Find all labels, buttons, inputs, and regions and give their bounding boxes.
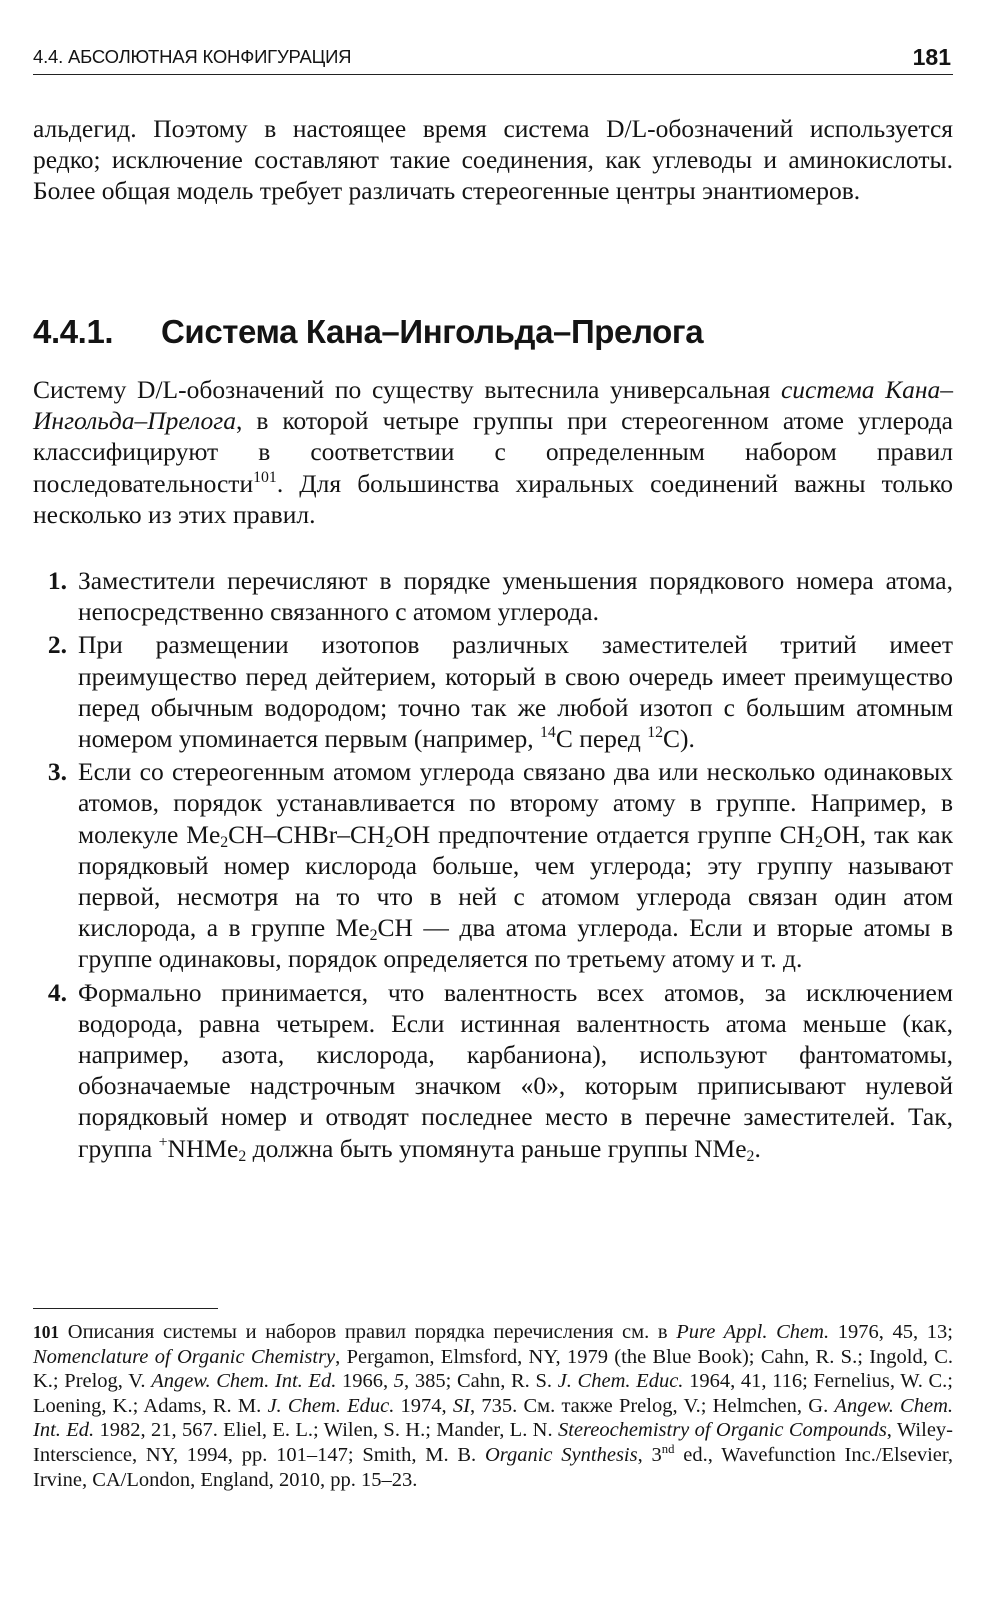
rule-number: 3. xyxy=(47,757,67,787)
footnote xyxy=(33,1320,953,1492)
subscript: 2 xyxy=(220,833,229,851)
footnote-mark: 101 xyxy=(33,1322,60,1342)
section-number: 4.4.1. xyxy=(33,313,114,350)
footnote-reference[interactable]: 101 xyxy=(253,468,277,486)
footnote-text: Описания системы и наборов правил порядка перечисления см. в xyxy=(59,1321,677,1343)
rule-text: CH–CHBr–CH xyxy=(228,819,386,849)
section-intro-text: . Для большинства хиральных соединений важны только несколько из этих правил. xyxy=(33,468,953,529)
rule-item xyxy=(33,977,953,1164)
section-intro-text: Систему D/L-обозначений по существу вытеснила универсальная xyxy=(33,375,781,404)
rule-number: 4. xyxy=(47,977,67,1007)
rule-text: При размещении изотопов различных заместителей тритий имеет преимущество перед дейтерием, который в свою очередь имеет преимущество перед обычным водородом; точно так же любой изотоп с большим атомным номером упоминается первым (например, xyxy=(78,630,953,754)
footnote-italic: Organic Synthesis xyxy=(484,1443,638,1466)
footnote-text: , 735. См. также Prelog, V.; Helmchen, G. xyxy=(470,1394,835,1417)
intro-paragraph: альдегид. Поэтому в настоящее время система D/L-обозначений используется редко; исключение составляют такие соединения, как углеводы и аминокислоты. Более общая модель требует различать стереогенные центры энантиомеров. xyxy=(33,114,953,206)
mass-number: 14 xyxy=(540,724,556,742)
footnote-divider xyxy=(33,1308,218,1309)
footnote-text: ed., Wavefunction Inc./Elsevier, Irvine, CA/London, England, 2010, pp. 15–23. xyxy=(33,1443,953,1491)
section-heading xyxy=(33,313,953,351)
rule-text: . xyxy=(754,1133,761,1163)
rule-item xyxy=(33,756,953,974)
rule-text: CH — два атома углерода. Если и вторые атомы в группе одинаковы, порядок определяется по третьему атому и т. д. xyxy=(78,913,953,974)
rule-text: Заместители перечисляют в порядке уменьшения порядкового номера атома, непосредственно связанного с атомом углерода. xyxy=(78,566,953,627)
subscript: 2 xyxy=(385,833,394,851)
rule-text: NHMe xyxy=(167,1133,239,1163)
footnote-text: , 3 xyxy=(637,1443,662,1466)
subscript: 2 xyxy=(815,833,823,851)
running-header xyxy=(33,40,953,75)
footnote-text: 1974, xyxy=(394,1394,453,1417)
footnote-superscript: nd xyxy=(661,1442,675,1457)
footnote-text: 1964, 41, 116; Fernelius, W. C.; Loening, K.; Adams, R. M. xyxy=(33,1370,953,1417)
rule-text: OH, так как порядковый номер кислорода больше, чем углерода; эту группу называют первой, несмотря на то что в ней с атомом углерода связан один атом кислорода, а в группе Me xyxy=(78,819,953,943)
footnote-text: 1982, 21, 567. Eliel, E. L.; Wilen, S. H.; Mander, L. N. xyxy=(94,1419,558,1442)
mass-number: 12 xyxy=(647,724,664,742)
rule-text: OH предпочтение отдается группе CH xyxy=(393,819,816,849)
footnote-italic: 5 xyxy=(393,1370,405,1393)
section-title: Система Кана–Ингольда–Прелога xyxy=(161,313,704,350)
footnote-italic: Angew. Chem. Int. Ed. xyxy=(33,1394,954,1442)
footnote-italic: Angew. Chem. Int. Ed. xyxy=(151,1370,337,1393)
footnote-text: 1966, xyxy=(336,1370,394,1393)
footnote-italic: SI xyxy=(452,1394,470,1417)
subscript: 2 xyxy=(369,927,378,945)
footnote-italic: J. Chem. Educ. xyxy=(557,1370,684,1393)
page-number: 181 xyxy=(912,44,951,70)
footnote-italic: Nomenclature of Organic Chemistry xyxy=(33,1345,336,1368)
charge-sign: + xyxy=(158,1133,168,1151)
rule-text: C перед xyxy=(555,724,648,754)
section-intro-text: , в которой четыре группы при стереогенном атоме углерода классифицируют в соответствии с определенным набором правил последовательности xyxy=(33,406,953,498)
running-title: 4.4. АБСОЛЮТНАЯ КОНФИГУРАЦИЯ xyxy=(33,46,352,67)
footnote-text: , 385; Cahn, R. S. xyxy=(404,1370,558,1393)
subscript: 2 xyxy=(746,1147,755,1165)
footnote-text: 1976, 45, 13; xyxy=(829,1321,953,1343)
rule-text: должна быть упомянута раньше группы NMe xyxy=(246,1133,747,1163)
footnote-italic: Pure Appl. Chem. xyxy=(676,1321,830,1343)
footnote-italic: J. Chem. Educ. xyxy=(267,1394,395,1417)
section-intro-italic-term: система Кана–Ингольда–Прелога xyxy=(33,375,954,436)
rule-text: Формально принимается, что валентность всех атомов, за исключением водорода, равна четырем. Если истинная валентность атома меньше (как, например, азота, кислорода, карбаниона), используют фантоматомы, обозначаемые надстрочным значком «0», которым приписывают нулевой порядковый номер и отводят последнее место в перечне заместителей. Так, группа xyxy=(78,977,953,1163)
footnote-italic: Stereochemistry of Organic Compounds xyxy=(557,1419,887,1442)
rule-number: 1. xyxy=(47,566,67,595)
footnote-text: , Wiley-Interscience, NY, 1994, pp. 101–147; Smith, M. B. xyxy=(33,1419,953,1466)
rule-item xyxy=(33,565,953,627)
footnote-text: , Pergamon, Elmsford, NY, 1979 (the Blue Book); Cahn, R. S.; Ingold, C. K.; Prelog, V. xyxy=(33,1345,953,1393)
subscript: 2 xyxy=(238,1147,247,1165)
section-intro-paragraph xyxy=(33,374,953,530)
rule-item xyxy=(33,629,953,754)
rule-text: C). xyxy=(663,724,695,754)
rule-text: Если со стереогенным атомом углерода связано два или несколько одинаковых атомов, порядок устанавливается по второму атому в группе. Например, в молекуле Me xyxy=(78,757,953,849)
rules-list xyxy=(33,565,953,1166)
rule-number: 2. xyxy=(47,630,67,660)
